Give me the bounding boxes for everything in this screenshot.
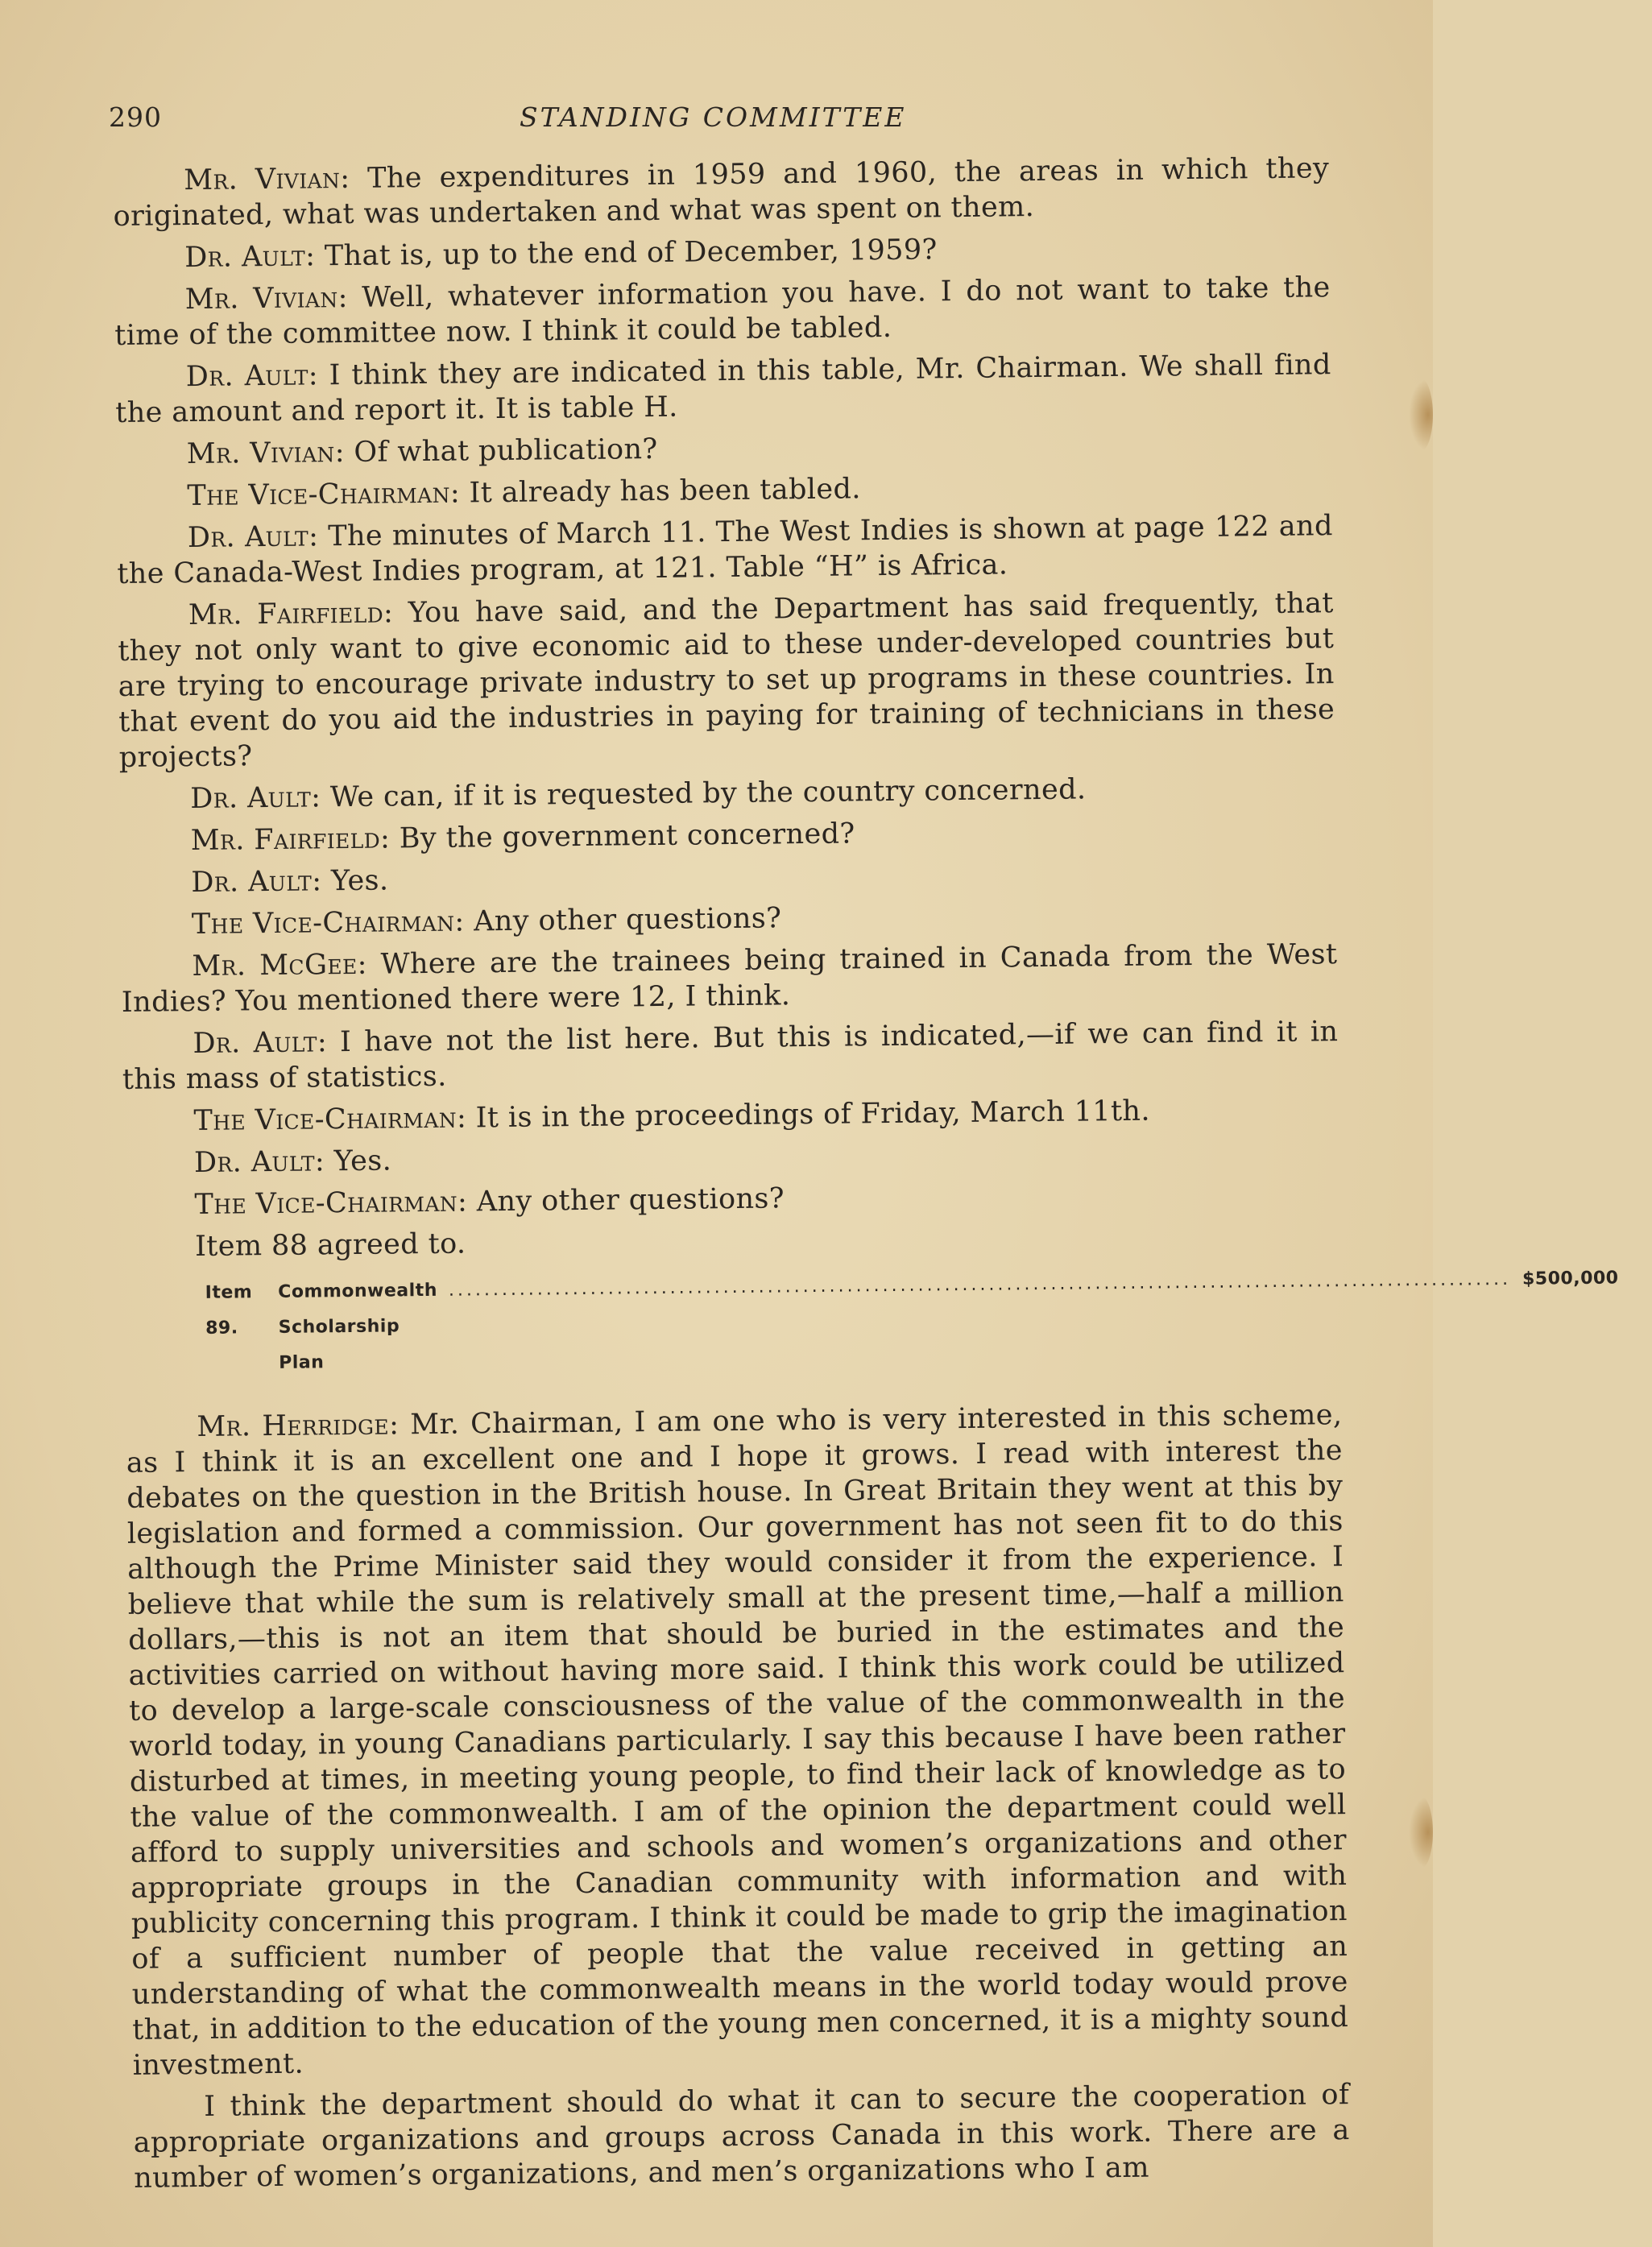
page-stain bbox=[1409, 379, 1433, 451]
speech: Any other questions? bbox=[464, 902, 782, 938]
speech: We can, if it is requested by the country concerned. bbox=[321, 773, 1087, 814]
paragraph bbox=[119, 769, 1335, 817]
speaker: The Vice-Chairman: bbox=[187, 477, 461, 513]
speaker: Mr. Vivian: bbox=[184, 162, 350, 197]
running-title: STANDING COMMITTEE bbox=[520, 101, 907, 133]
speaker: Mr. Vivian: bbox=[184, 281, 349, 317]
speaker: Dr. Ault: bbox=[184, 240, 316, 275]
paragraph bbox=[114, 228, 1330, 276]
paragraph bbox=[113, 151, 1330, 234]
speech: Of what publication? bbox=[344, 432, 658, 470]
paragraph bbox=[117, 508, 1334, 592]
paragraph bbox=[115, 347, 1332, 431]
speech: Yes. bbox=[321, 864, 389, 898]
speaker: Mr. Vivian: bbox=[186, 437, 346, 471]
paragraph bbox=[124, 1217, 1340, 1265]
paragraph bbox=[121, 895, 1337, 943]
speaker: Dr. Ault: bbox=[190, 781, 321, 816]
page-header bbox=[109, 101, 1325, 142]
item-title: Commonwealth Scholarship Plan bbox=[278, 1280, 438, 1373]
paragraph bbox=[120, 811, 1336, 859]
paragraph bbox=[133, 2077, 1350, 2196]
speaker: The Vice-Chairman: bbox=[194, 1186, 468, 1222]
speaker: Dr. Ault: bbox=[191, 865, 322, 900]
paragraph bbox=[121, 937, 1338, 1020]
speaker: Mr. Fairfield: bbox=[190, 822, 391, 858]
speech: Where are the trainees being trained in Canada from the West Indies? You mentioned there were 12, I think. bbox=[121, 938, 1338, 1019]
paragraph bbox=[123, 1133, 1339, 1181]
estimate-item-line bbox=[124, 1264, 1619, 1383]
speech: By the government concerned? bbox=[390, 817, 855, 855]
item-amount-group bbox=[1522, 1260, 1643, 1297]
page-stain bbox=[1409, 1796, 1433, 1868]
speech: Mr. Chairman, I am one who is very interested in this scheme, as I think it is an excellent one and I hope it grows. I read with interest the debates on the question in the British house. In Great Britain they went at this by legislation and formed a commission. Our government has not seen fit to do this although the Prime Minister said they would consider it from the experience. I believe that while the sum is relatively small at the present time,—half a million dollars,—this is not an item that should be buried in the estimates and the activities carried on without having more said. I think this work could be utilized to develop a large-scale consciousness of the value of the commonwealth in the world today, in young Canadians particularly. I say this because I have been rather disturbed at times, in meeting young people, to find their lack of knowledge as to the value of the commonwealth. I am of the opinion the department could well afford to supply universities and schools and women’s organizations and other appropriate groups in the Canadian community with information and with publicity concerning this program. I think it could be made to grip the imagination of a sufficient number of people that the value received in getting an understanding of what the commonwealth means in the world today would prove that, in addition to the education of the young men concerned, it is a mighty sound investment. bbox=[126, 1399, 1349, 2082]
item-currency: $ bbox=[1522, 1268, 1535, 1289]
leader-dots: ........................................................................................................................ bbox=[448, 1268, 1512, 1301]
speech: That is, up to the end of December, 1959? bbox=[315, 234, 938, 273]
speech: Item 88 agreed to. bbox=[194, 1227, 466, 1264]
speaker: Mr. Herridge: bbox=[197, 1409, 400, 1443]
speech: The expenditures in 1959 and 1960, the areas in which they originated, what was undertaken and what was spent on them. bbox=[113, 152, 1330, 233]
speech: I have not the list here. But this is indicated,—if we can find it in this mass of statistics. bbox=[122, 1016, 1339, 1096]
speaker: Dr. Ault: bbox=[185, 359, 319, 394]
speech: I think the department should do what it can to secure the cooperation of appropriate organizations and groups across Canada in this work. There are a number of women’s organizations, and men’s organizations who I am bbox=[133, 2079, 1350, 2195]
speaker: Dr. Ault: bbox=[193, 1145, 325, 1180]
transcript-body bbox=[113, 151, 1619, 2203]
speech: It is in the proceedings of Friday, March 11th. bbox=[466, 1095, 1151, 1135]
speech: It already has been tabled. bbox=[459, 473, 862, 510]
paragraph bbox=[116, 466, 1332, 515]
paragraph bbox=[116, 424, 1332, 473]
speaker: The Vice-Chairman: bbox=[193, 1102, 467, 1138]
paragraph bbox=[126, 1397, 1349, 2084]
speaker: Dr. Ault: bbox=[187, 520, 319, 555]
speech: You have said, and the Department has said frequently, that they not only want to give economic aid to these under-developed countries but are trying to encourage private industry to set up programs in these countries. In that event do you aid the industries in paying for training of technicians in these projects? bbox=[118, 587, 1335, 774]
paragraph bbox=[114, 270, 1331, 354]
speech: I think they are indicated in this table, Mr. Chairman. We shall find the amount and report it. It is table H. bbox=[115, 349, 1331, 429]
speech: Any other questions? bbox=[467, 1182, 785, 1219]
item-number: Item 89. bbox=[205, 1282, 253, 1339]
speaker: The Vice-Chairman: bbox=[191, 905, 465, 941]
paragraph bbox=[122, 1091, 1339, 1140]
speaker: Mr. McGee: bbox=[192, 948, 368, 983]
paragraph bbox=[122, 1014, 1339, 1098]
speech: The minutes of March 11. The West Indies is shown at page 122 and the Canada-West Indies program, at 121. Table “H” is Africa. bbox=[117, 510, 1334, 590]
paragraph bbox=[120, 853, 1336, 901]
speaker: Dr. Ault: bbox=[193, 1026, 328, 1061]
paragraph bbox=[118, 586, 1335, 776]
paragraph bbox=[123, 1175, 1339, 1223]
page-number: 290 bbox=[109, 101, 162, 133]
speaker: Mr. Fairfield: bbox=[188, 597, 394, 632]
speech: Yes. bbox=[324, 1144, 392, 1178]
item-amount: 500,000 bbox=[1534, 1268, 1619, 1289]
speech: Well, whatever information you have. I do not want to take the time of the committee now. I think it could be tabled. bbox=[114, 271, 1331, 352]
